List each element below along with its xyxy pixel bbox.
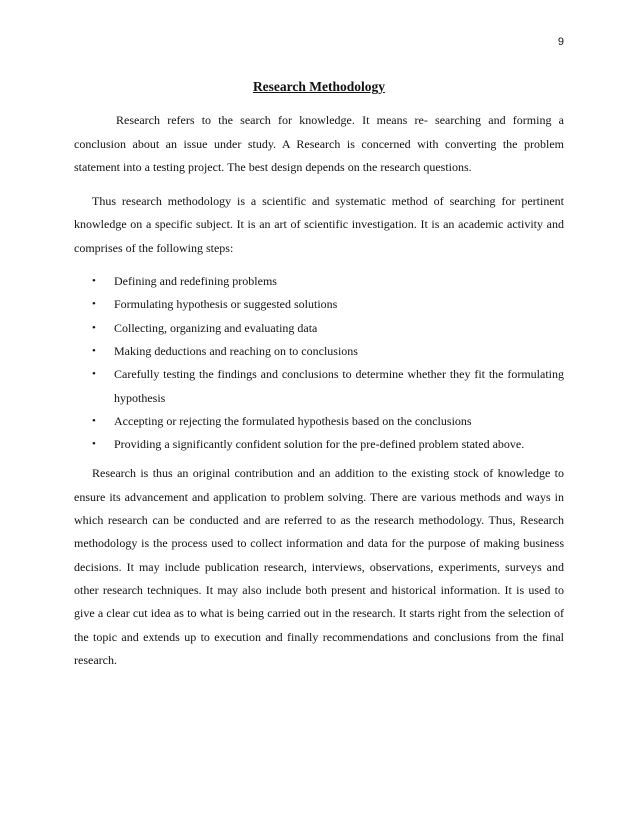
list-item-text: Formulating hypothesis or suggested solutions — [114, 297, 338, 312]
list-item-text: Providing a significantly confident solution for the pre-defined problem stated above. — [114, 437, 525, 452]
list-item-text: Carefully testing the findings and conclusions to determine whether they fit the formulating hypothesis — [114, 367, 564, 405]
list-item — [74, 433, 564, 456]
bullet-icon: • — [92, 414, 96, 427]
page-number: 9 — [557, 36, 564, 48]
bullet-icon: • — [92, 298, 96, 311]
bullet-icon: • — [92, 344, 96, 357]
paragraph-intro: Research refers to the search for knowledge. It means re- searching and forming a conclusion about an issue under study. A Research is concerned with converting the problem statement into a testing project. The best design depends on the research questions. — [74, 113, 564, 174]
list-item — [74, 317, 564, 340]
page-title: Research Methodology — [252, 79, 386, 94]
bullet-icon: • — [92, 438, 96, 451]
paragraph-conclusion: Research is thus an original contribution and an addition to the existing stock of knowledge to ensure its advancement and application to problem solving. There are various methods and ways in which research can be conducted and are referred to as the research methodology. Thus, Research methodology is the process used to collect information and data for the purpose of making business decisions. It may include publication research, interviews, observations, experiments, surveys and other research techniques. It may also include both present and historical information. It is used to give a clear cut idea as to what is being carried out in the research. It starts right from the selection of the topic and extends up to execution and finally recommendations and conclusions from the final research. — [74, 466, 564, 667]
bullet-icon: • — [92, 321, 96, 334]
list-item — [74, 363, 564, 410]
list-item-text: Defining and redefining problems — [114, 274, 277, 289]
steps-list — [74, 270, 564, 456]
bullet-icon: • — [92, 368, 96, 381]
list-item — [74, 410, 564, 433]
list-item-text: Accepting or rejecting the formulated hypothesis based on the conclusions — [114, 413, 472, 428]
paragraph-definition: Thus research methodology is a scientific and systematic method of searching for pertinent knowledge on a specific subject. It is an art of scientific investigation. It is an academic activity and comprises of the following steps: — [74, 194, 564, 255]
list-item — [74, 293, 564, 316]
list-item-text: Making deductions and reaching on to conclusions — [114, 343, 358, 358]
list-item — [74, 270, 564, 293]
document-body — [74, 75, 564, 672]
bullet-icon: • — [92, 275, 96, 288]
list-item-text: Collecting, organizing and evaluating data — [114, 320, 318, 335]
list-item — [74, 340, 564, 363]
